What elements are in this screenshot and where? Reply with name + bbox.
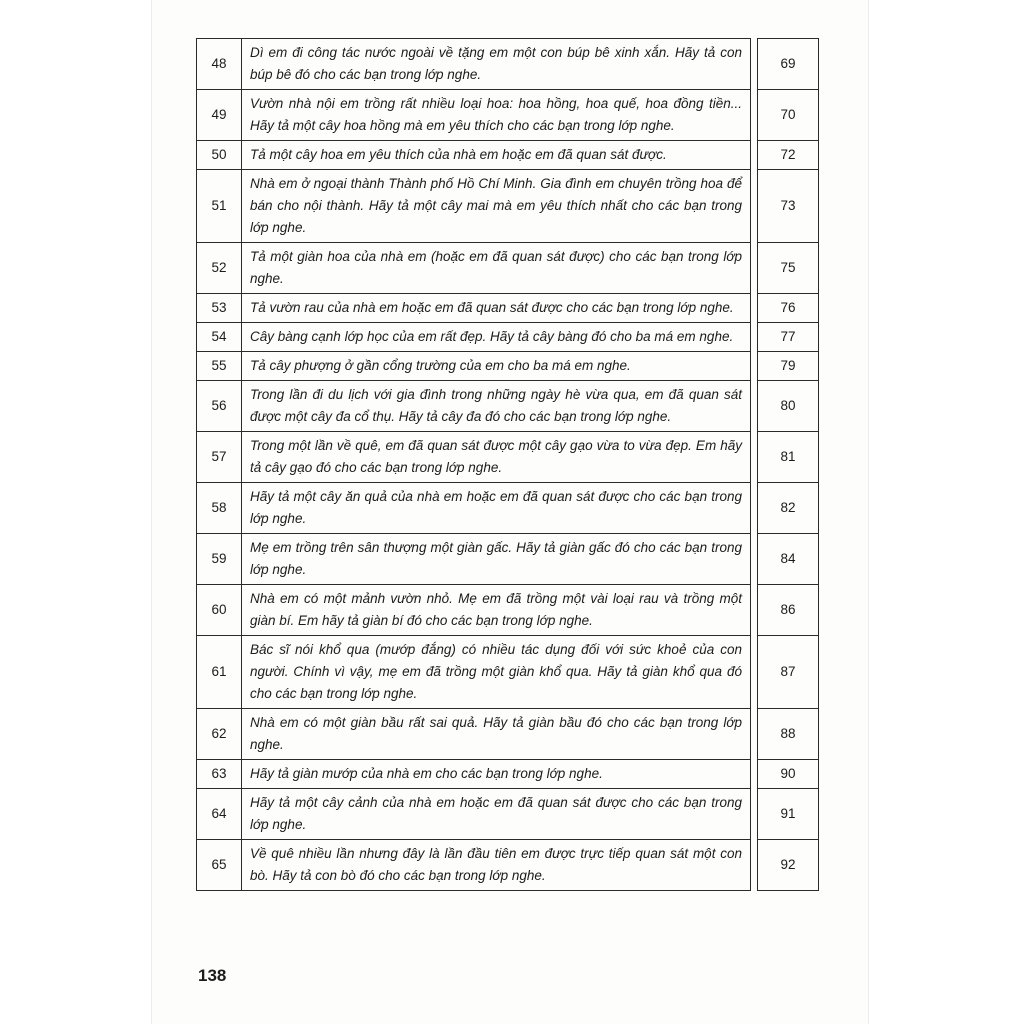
table-row xyxy=(197,534,819,585)
column-gap xyxy=(751,585,758,636)
row-page: 79 xyxy=(758,352,819,381)
row-page: 88 xyxy=(758,709,819,760)
row-page: 72 xyxy=(758,141,819,170)
row-topic: Nhà em có một giàn bầu rất sai quả. Hãy tả giàn bầu đó cho các bạn trong lớp nghe. xyxy=(242,709,751,760)
row-page: 76 xyxy=(758,294,819,323)
row-number: 58 xyxy=(197,483,242,534)
row-number: 65 xyxy=(197,840,242,891)
table-row xyxy=(197,352,819,381)
row-topic: Tả vườn rau của nhà em hoặc em đã quan sát được cho các bạn trong lớp nghe. xyxy=(242,294,751,323)
column-gap xyxy=(751,141,758,170)
row-page: 81 xyxy=(758,432,819,483)
row-page: 84 xyxy=(758,534,819,585)
row-page: 87 xyxy=(758,636,819,709)
page-number: 138 xyxy=(198,966,227,985)
row-page: 90 xyxy=(758,760,819,789)
column-gap xyxy=(751,840,758,891)
table-row xyxy=(197,709,819,760)
row-topic: Trong lần đi du lịch với gia đình trong những ngày hè vừa qua, em đã quan sát được một cây đa cổ thụ. Hãy tả cây đa đó cho các bạn trong lớp nghe. xyxy=(242,381,751,432)
row-number: 49 xyxy=(197,90,242,141)
row-topic: Tả một giàn hoa của nhà em (hoặc em đã quan sát được) cho các bạn trong lớp nghe. xyxy=(242,243,751,294)
row-page: 77 xyxy=(758,323,819,352)
row-number: 54 xyxy=(197,323,242,352)
row-topic: Hãy tả một cây cảnh của nhà em hoặc em đã quan sát được cho các bạn trong lớp nghe. xyxy=(242,789,751,840)
row-number: 61 xyxy=(197,636,242,709)
column-gap xyxy=(751,294,758,323)
table-row xyxy=(197,760,819,789)
column-gap xyxy=(751,534,758,585)
row-number: 50 xyxy=(197,141,242,170)
row-number: 64 xyxy=(197,789,242,840)
table-row xyxy=(197,840,819,891)
row-page: 80 xyxy=(758,381,819,432)
table-row xyxy=(197,381,819,432)
row-number: 56 xyxy=(197,381,242,432)
table-row xyxy=(197,432,819,483)
row-number: 51 xyxy=(197,170,242,243)
column-gap xyxy=(751,483,758,534)
column-gap xyxy=(751,709,758,760)
row-page: 82 xyxy=(758,483,819,534)
table-row xyxy=(197,483,819,534)
column-gap xyxy=(751,90,758,141)
row-page: 91 xyxy=(758,789,819,840)
row-topic: Hãy tả giàn mướp của nhà em cho các bạn trong lớp nghe. xyxy=(242,760,751,789)
row-topic: Nhà em ở ngoại thành Thành phố Hồ Chí Minh. Gia đình em chuyên trồng hoa để bán cho nội thành. Hãy tả một cây mai mà em yêu thích nhất cho các bạn trong lớp nghe. xyxy=(242,170,751,243)
column-gap xyxy=(751,352,758,381)
column-gap xyxy=(751,789,758,840)
row-number: 52 xyxy=(197,243,242,294)
toc-body xyxy=(197,39,819,891)
column-gap xyxy=(751,39,758,90)
row-topic: Tả cây phượng ở gần cổng trường của em cho ba má em nghe. xyxy=(242,352,751,381)
row-number: 57 xyxy=(197,432,242,483)
column-gap xyxy=(751,381,758,432)
row-topic: Hãy tả một cây ăn quả của nhà em hoặc em đã quan sát được cho các bạn trong lớp nghe. xyxy=(242,483,751,534)
table-of-contents xyxy=(196,38,819,891)
table-row xyxy=(197,39,819,90)
row-number: 53 xyxy=(197,294,242,323)
row-topic: Trong một lần về quê, em đã quan sát được một cây gạo vừa to vừa đẹp. Em hãy tả cây gạo đó cho các bạn trong lớp nghe. xyxy=(242,432,751,483)
row-topic: Mẹ em trồng trên sân thượng một giàn gấc. Hãy tả giàn gấc đó cho các bạn trong lớp nghe. xyxy=(242,534,751,585)
row-number: 60 xyxy=(197,585,242,636)
row-topic: Vườn nhà nội em trồng rất nhiều loại hoa: hoa hồng, hoa quế, hoa đồng tiền... Hãy tả một cây hoa hồng mà em yêu thích cho các bạn trong lớp nghe. xyxy=(242,90,751,141)
row-number: 62 xyxy=(197,709,242,760)
row-number: 55 xyxy=(197,352,242,381)
row-page: 73 xyxy=(758,170,819,243)
row-topic: Nhà em có một mảnh vườn nhỏ. Mẹ em đã trồng một vài loại rau và trồng một giàn bí. Em hãy tả giàn bí đó cho các bạn trong lớp nghe. xyxy=(242,585,751,636)
table-row xyxy=(197,294,819,323)
table-row xyxy=(197,243,819,294)
row-topic: Cây bàng cạnh lớp học của em rất đẹp. Hãy tả cây bàng đó cho ba má em nghe. xyxy=(242,323,751,352)
row-topic: Về quê nhiều lần nhưng đây là lần đầu tiên em được trực tiếp quan sát một con bò. Hãy tả con bò đó cho các bạn trong lớp nghe. xyxy=(242,840,751,891)
column-gap xyxy=(751,323,758,352)
row-page: 86 xyxy=(758,585,819,636)
row-number: 48 xyxy=(197,39,242,90)
table-row xyxy=(197,789,819,840)
column-gap xyxy=(751,432,758,483)
table-row xyxy=(197,141,819,170)
table-row xyxy=(197,585,819,636)
table-row xyxy=(197,170,819,243)
column-gap xyxy=(751,170,758,243)
row-number: 63 xyxy=(197,760,242,789)
row-topic: Dì em đi công tác nước ngoài về tặng em một con búp bê xinh xắn. Hãy tả con búp bê đó cho các bạn trong lớp nghe. xyxy=(242,39,751,90)
row-page: 70 xyxy=(758,90,819,141)
column-gap xyxy=(751,243,758,294)
row-page: 69 xyxy=(758,39,819,90)
table-row xyxy=(197,90,819,141)
row-topic: Bác sĩ nói khổ qua (mướp đắng) có nhiều tác dụng đối với sức khoẻ của con người. Chính vì vậy, mẹ em đã trồng một giàn khổ qua. Hãy tả giàn khổ qua đó cho các bạn trong lớp nghe. xyxy=(242,636,751,709)
row-page: 92 xyxy=(758,840,819,891)
column-gap xyxy=(751,760,758,789)
table-row xyxy=(197,636,819,709)
table-row xyxy=(197,323,819,352)
row-number: 59 xyxy=(197,534,242,585)
row-page: 75 xyxy=(758,243,819,294)
column-gap xyxy=(751,636,758,709)
row-topic: Tả một cây hoa em yêu thích của nhà em hoặc em đã quan sát được. xyxy=(242,141,751,170)
